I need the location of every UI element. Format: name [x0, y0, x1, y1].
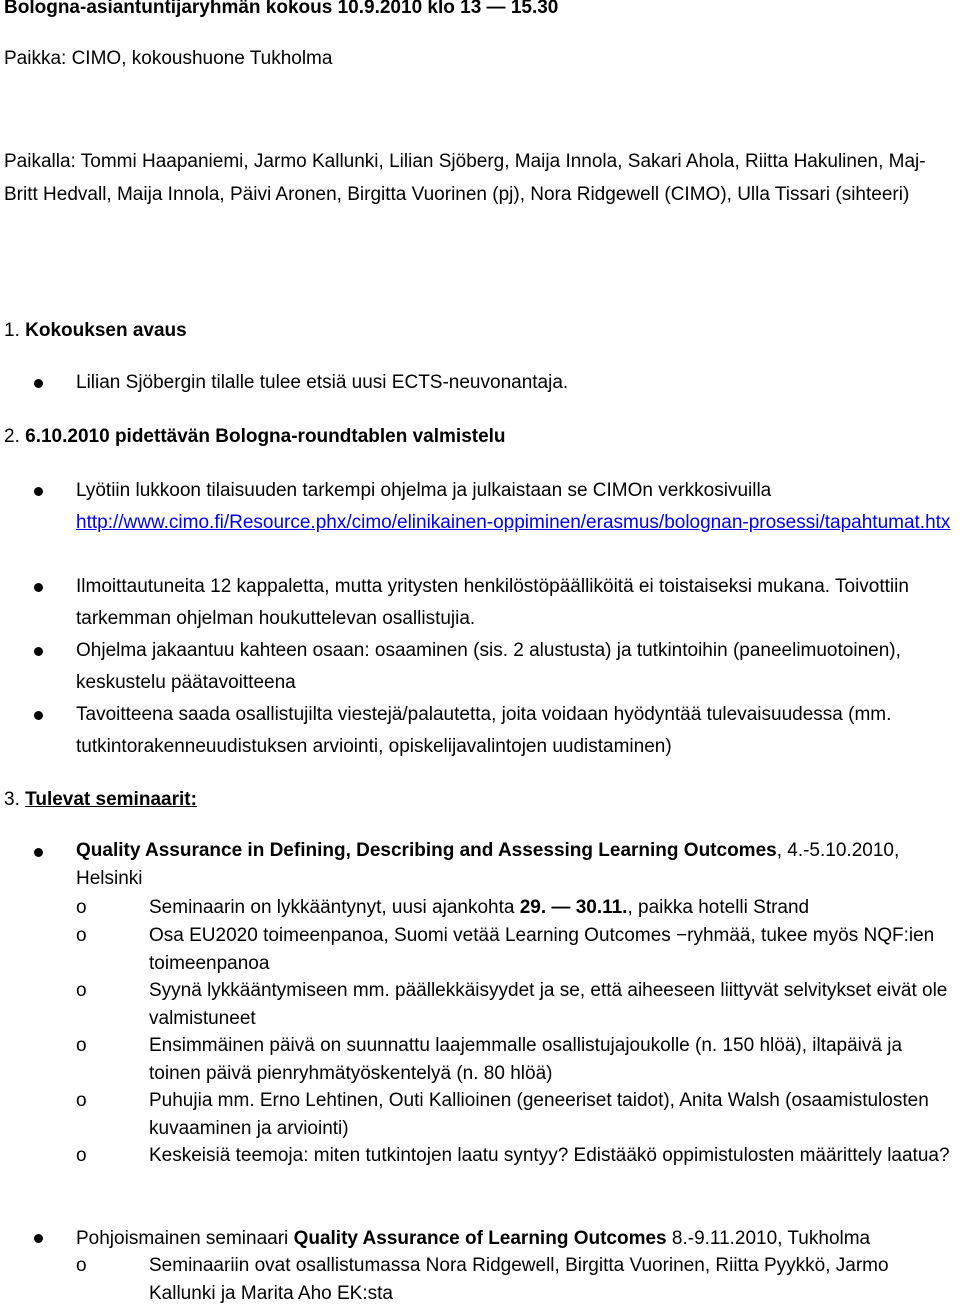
bullet-icon [34, 487, 43, 496]
bullet-icon [34, 848, 43, 857]
bullet-icon [34, 379, 43, 388]
sub-list-item: Syynä lykkääntymiseen mm. päällekkäisyydet ja se, että aiheeseen liittyvät selvitykset eivät ole valmistuneet [149, 980, 948, 1029]
sub-bullet-icon: o [76, 1145, 87, 1166]
section-1-heading [4, 315, 954, 347]
seminar-item [76, 1225, 954, 1253]
sub-bullet-icon: o [76, 1035, 87, 1056]
bullet-icon [34, 647, 43, 656]
sub-list-item: Keskeisiä teemoja: miten tutkintojen laatu syntyy? Edistääkö oppimistulosten määrittely laatua? [149, 1145, 950, 1166]
section-3-heading [4, 784, 954, 816]
seminar-details: , 4.-5.10.2010, Helsinki [76, 840, 900, 889]
sub-bullet-icon: o [76, 1255, 87, 1276]
section-2-heading [4, 421, 954, 453]
section-title: 6.10.2010 pidettävän Bologna-roundtablen valmistelu [25, 426, 506, 447]
bullet-icon [34, 711, 43, 720]
sub-list-item: Puhujia mm. Erno Lehtinen, Outi Kallioinen (geneeriset taidot), Anita Walsh (osaamistulosten kuvaaminen ja arviointi) [149, 1090, 929, 1139]
section-number: 3. [4, 789, 20, 810]
list-item: Tavoitteena saada osallistujilta viestejä/palautetta, joita voidaan hyödyntää tulevaisuudessa (mm. tutkintorakenneuudistuksen arviointi, opiskelijavalintojen uudistaminen) [76, 704, 892, 757]
bullet-icon [34, 1234, 43, 1243]
bullet-icon [34, 583, 43, 592]
seminar-prefix: Pohjoismainen seminaari [76, 1228, 294, 1249]
document-title: Bologna-asiantuntijaryhmän kokous 10.9.2010 klo 13 — 15.30 [4, 0, 559, 18]
sub-item-text: Seminaarin on lykkääntynyt, uusi ajankohta [149, 897, 520, 918]
section-number: 2. [4, 426, 20, 447]
section-title: Tulevat seminaarit: [25, 789, 197, 810]
sub-bullet-icon: o [76, 897, 87, 918]
sub-bullet-icon: o [76, 980, 87, 1001]
section-number: 1. [4, 320, 20, 341]
attendees: Paikalla: Tommi Haapaniemi, Jarmo Kallunki, Lilian Sjöberg, Maija Innola, Sakari Ahola, Riitta Hakulinen, Maj-Britt Hedvall, Maija Innola, Päivi Aronen, Birgitta Vuorinen (pj), Nora Ridgewell (CIMO), Ulla Tissari (sihteeri) [4, 151, 926, 205]
sub-list-item: Osa EU2020 toimeenpanoa, Suomi vetää Learning Outcomes −ryhmää, tukee myös NQF:ien toimeenpanoa [149, 925, 935, 974]
sub-list-item: Ensimmäinen päivä on suunnattu laajemmalle osallistujajoukolle (n. 150 hlöä), iltapäivä ja toinen päivä pienryhmätyöskentelyä (n. 80 hlöä) [149, 1035, 903, 1084]
seminar-details: 8.-9.11.2010, Tukholma [666, 1228, 871, 1249]
seminar-item [76, 837, 954, 892]
list-item [76, 475, 954, 539]
seminar-title: Quality Assurance of Learning Outcomes [293, 1228, 667, 1249]
section-title: Kokouksen avaus [25, 320, 187, 341]
meeting-place: Paikka: CIMO, kokoushuone Tukholma [4, 48, 333, 69]
list-item-text: Lyötiin lukkoon tilaisuuden tarkempi ohjelma ja julkaistaan se CIMOn verkkosivuilla [76, 480, 772, 501]
list-item: Ohjelma jakaantuu kahteen osaan: osaaminen (sis. 2 alustusta) ja tutkintoihin (paneelimuotoinen), keskustelu päätavoitteena [76, 640, 901, 693]
seminar-title: Quality Assurance in Defining, Describing and Assessing Learning Outcomes [76, 840, 777, 861]
sub-bullet-icon: o [76, 925, 87, 946]
sub-list-item: Seminaariin ovat osallistumassa Nora Ridgewell, Birgitta Vuorinen, Riitta Pyykkö, Jarmo Kallunki ja Marita Aho EK:sta [149, 1255, 889, 1304]
sub-bullet-icon: o [76, 1090, 87, 1111]
sub-item-text: , paikka hotelli Strand [627, 897, 810, 918]
sub-list-item [149, 894, 954, 922]
list-item: Lilian Sjöbergin tilalle tulee etsiä uusi ECTS-neuvonantaja. [76, 372, 569, 393]
cimo-resource-link[interactable]: http://www.cimo.fi/Resource.phx/cimo/elinikainen-oppiminen/erasmus/bolognan-prosessi/tapahtumat.htx [76, 512, 951, 533]
new-date: 29. — 30.11. [519, 897, 628, 918]
list-item: Ilmoittautuneita 12 kappaletta, mutta yritysten henkilöstöpäälliköitä ei toistaiseksi mukana. Toivottiin tarkemman ohjelman houkuttelevan osallistujia. [76, 576, 909, 629]
